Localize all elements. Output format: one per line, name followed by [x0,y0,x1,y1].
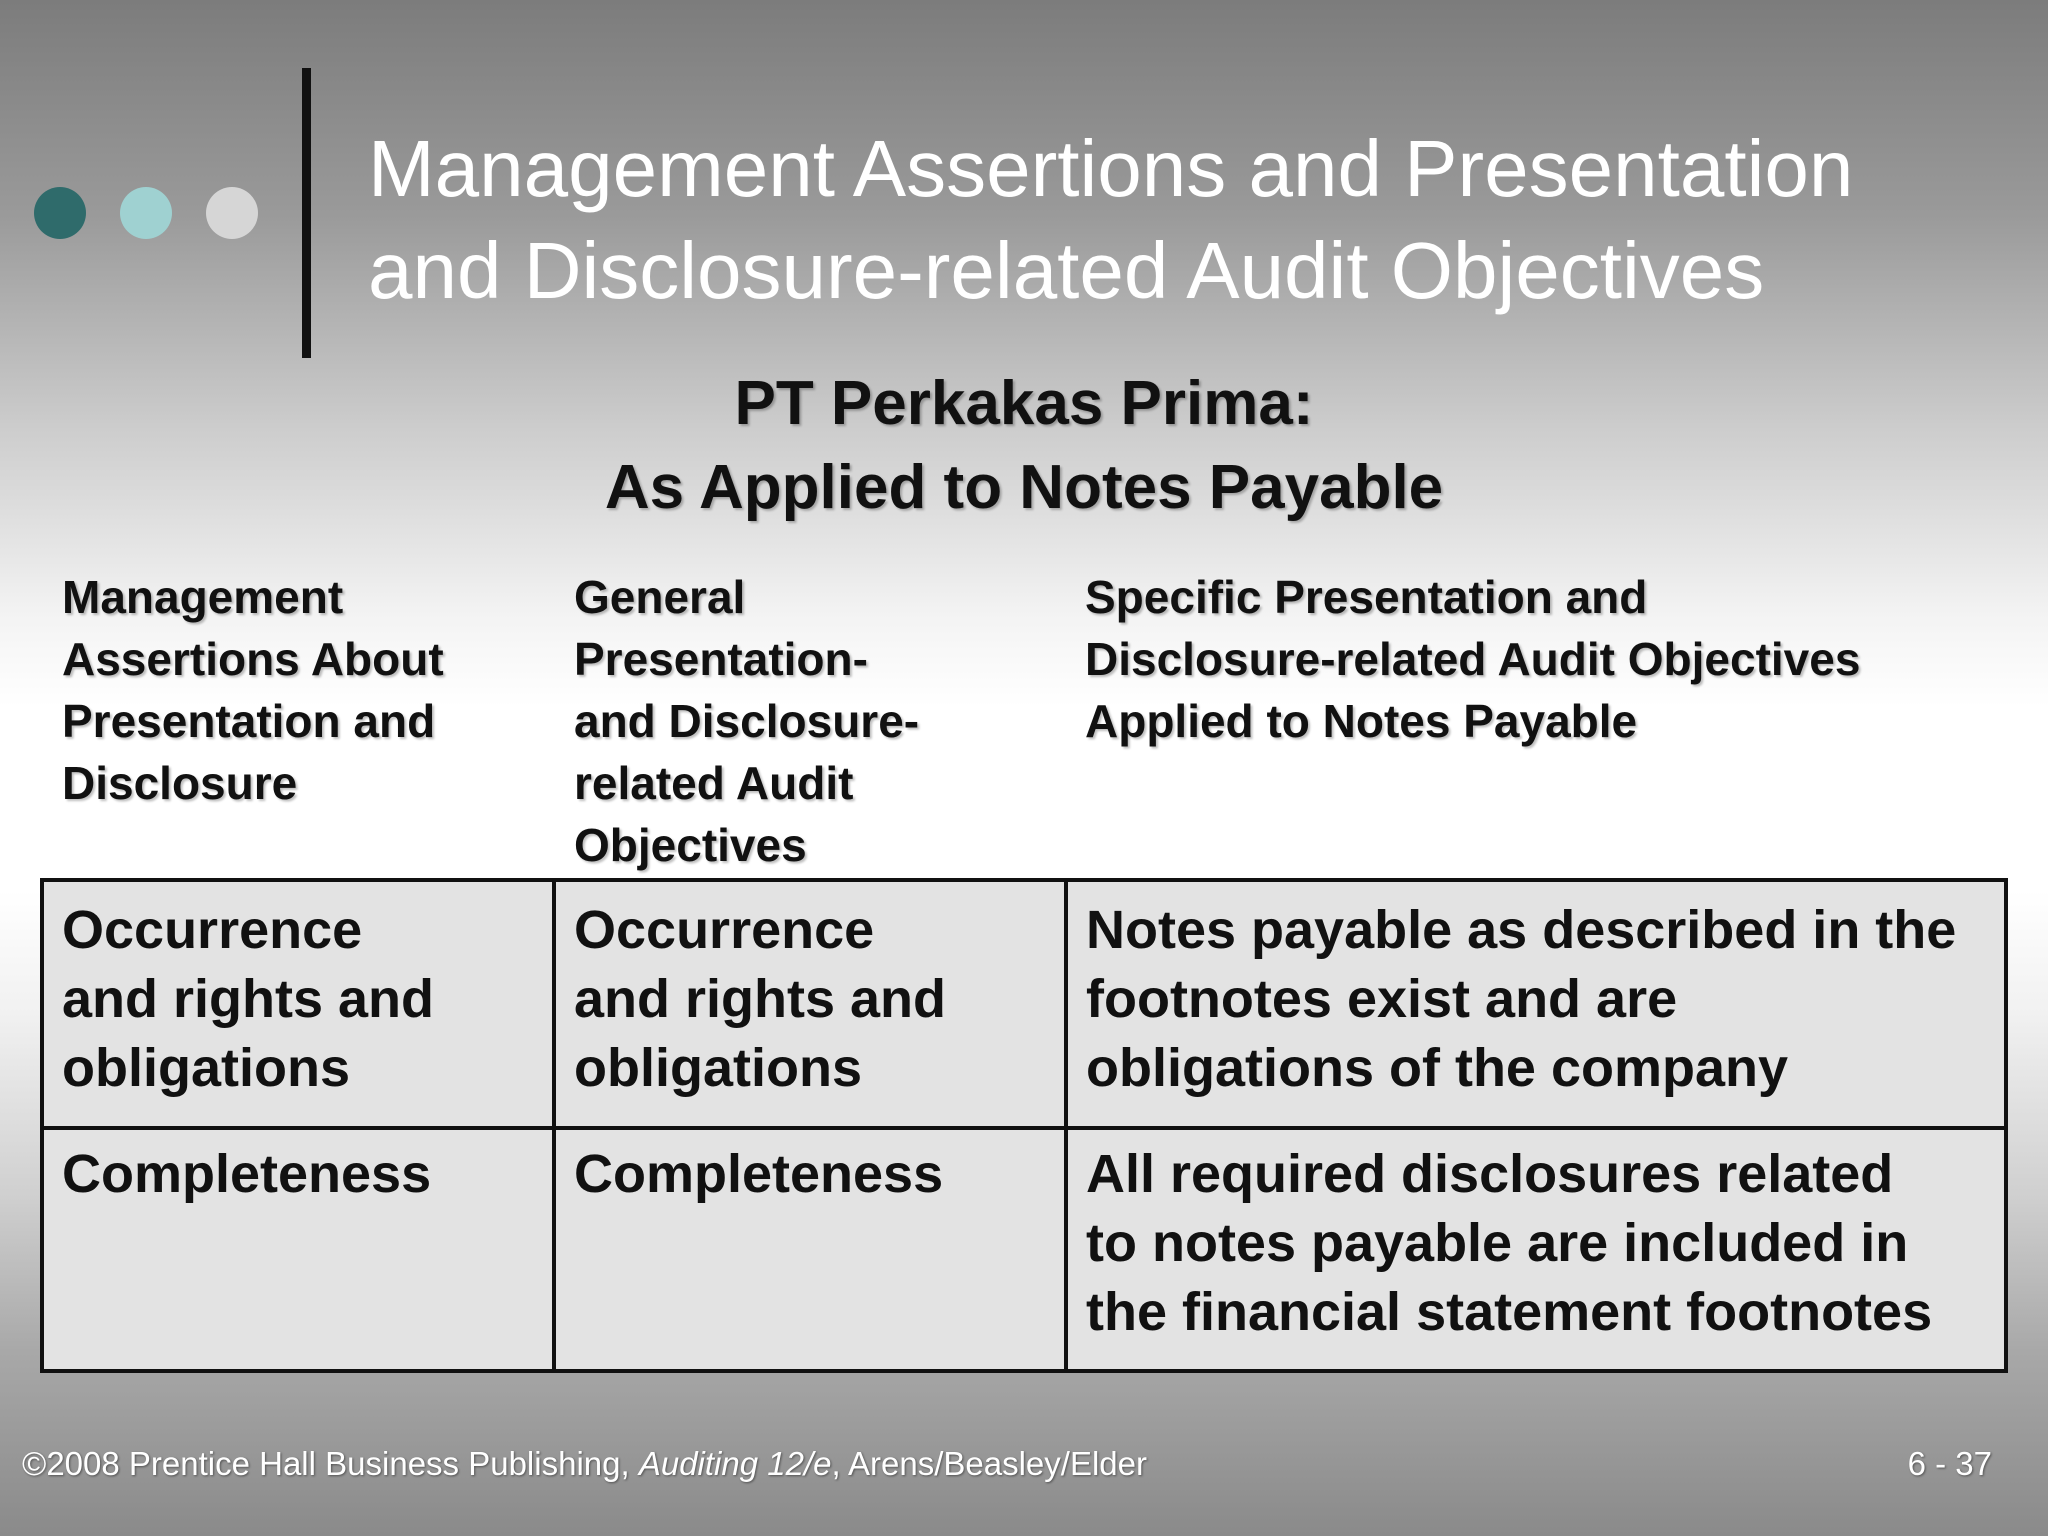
cell-line: Notes payable as described in the [1086,900,1957,960]
table-cell-occurrence-specific-objective [1086,896,1956,1103]
cell-line: the financial statement footnotes [1086,1282,1933,1342]
header-line: Specific Presentation and [1085,571,1648,623]
cell-line: and rights and [62,969,435,1029]
table-cell-completeness-specific-objective [1086,1140,1932,1347]
header-line: Disclosure [62,757,298,809]
slide-title-line-2: and Disclosure-related Audit Objectives [368,226,1765,315]
footer-copyright [22,1445,1147,1483]
table-row-divider [44,1126,2004,1130]
header-line: Assertions About [62,633,444,685]
table-cell-occurrence-assertion [62,896,434,1103]
cell-line: obligations [62,1038,350,1098]
footer-copyright-suffix: , Arens/Beasley/Elder [831,1445,1147,1482]
slide-page-number: 6 - 37 [1907,1445,1992,1482]
table-cell-completeness-assertion [62,1140,431,1209]
header-line: and Disclosure- [574,695,920,747]
cell-line: to notes payable are included in [1086,1213,1909,1273]
cell-line: Occurrence [574,900,875,960]
footer-copyright-prefix: ©2008 Prentice Hall Business Publishing, [22,1445,639,1482]
table-cell-occurrence-general-objective [574,896,946,1103]
header-line: Presentation- [574,633,868,685]
column-header-general-objectives [574,566,919,876]
cell-line: All required disclosures related [1086,1144,1894,1204]
title-divider [302,68,311,358]
decorative-dot-dark-teal [34,187,86,239]
column-header-specific-objectives [1085,566,1860,752]
cell-line: obligations of the company [1086,1038,1789,1098]
cell-line: Completeness [62,1144,432,1204]
header-line: related Audit [574,757,854,809]
slide-title [368,118,2008,322]
slide-title-line-1: Management Assertions and Presentation [368,124,1854,213]
header-line: Presentation and [62,695,436,747]
cell-line: and rights and [574,969,947,1029]
footer-book-title: Auditing 12/e [638,1445,832,1482]
decorative-dot-light-teal [120,187,172,239]
cell-line: footnotes exist and are [1086,969,1678,1029]
slide-subtitle-line-1: PT Perkakas Prima: [734,369,1314,438]
slide-subtitle [0,362,2048,530]
column-header-management-assertions [62,566,444,814]
slide-subtitle-line-2: As Applied to Notes Payable [604,453,1444,522]
header-line: Disclosure-related Audit Objectives [1085,633,1861,685]
table-cell-completeness-general-objective [574,1140,943,1209]
objectives-table [40,878,2008,1373]
decorative-dot-gray [206,187,258,239]
header-line: General [574,571,746,623]
cell-line: Occurrence [62,900,363,960]
cell-line: obligations [574,1038,862,1098]
header-line: Objectives [574,819,807,871]
header-line: Management [62,571,344,623]
header-line: Applied to Notes Payable [1085,695,1638,747]
cell-line: Completeness [574,1144,944,1204]
